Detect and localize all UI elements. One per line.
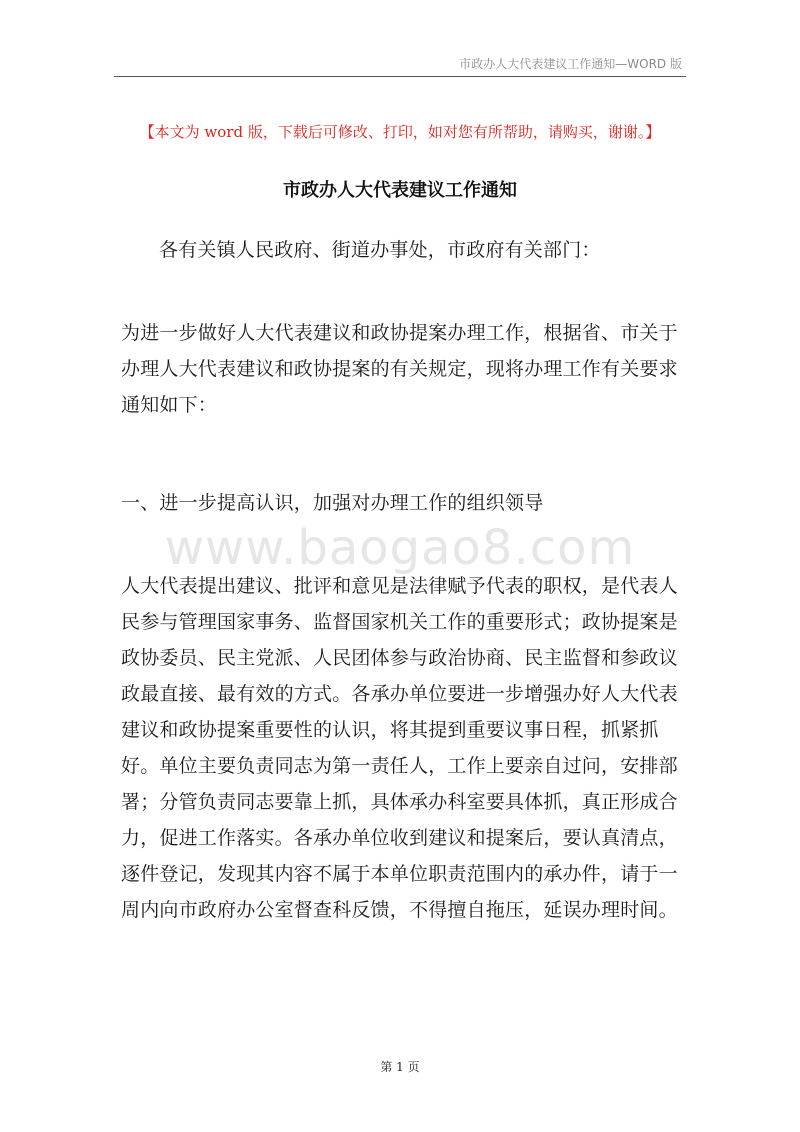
body-paragraph-1: 人大代表提出建议、批评和意见是法律赋予代表的职权，是代表人民参与管理国家事务、监督国家机关工作的重要形式；政协提案是政协委员、民主党派、人民团体参与政治协商、民主监督和参政议政最直接、最有效的方式。各承办单位要进一步增强办好人大代表建议和政协提案重要性的认识，将其提到重要议事日程，抓紧抓好。单位主要负责同志为第一责任人，工作上要亲自过问，安排部署；分管负责同志要靠上抓，具体承办科室要具体抓，真正形成合力，促进工作落实。各承办单位收到建议和提案后，要认真清点，逐件登记，发现其内容不属于本单位职责范围内的承办件，请于一周内向市政府办公室督查科反馈，不得擅自拖压，延误办理时间。 (121, 575, 678, 921)
header-divider (114, 76, 686, 77)
intro-paragraph: 为进一步做好人大代表建议和政协提案办理工作，根据省、市关于办理人大代表建议和政协提案的有关规定，现将办理工作有关要求通知如下： (121, 322, 678, 416)
purchase-notice: 【本文为 word 版，下载后可修改、打印，如对您有所帮助，请购买，谢谢。】 (139, 123, 661, 141)
watermark-text: www.baogao8.com (164, 520, 636, 576)
document-title: 市政办人大代表建议工作通知 (283, 180, 517, 201)
section-heading-1: 一、进一步提高认识，加强对办理工作的组织领导 (121, 492, 544, 514)
running-header-title: 市政办人大代表建议工作通知—WORD 版 (459, 57, 682, 71)
salutation-paragraph: 各有关镇人民政府、街道办事处，市政府有关部门： (159, 239, 601, 261)
page-number: 第 1 页 (380, 1060, 420, 1074)
